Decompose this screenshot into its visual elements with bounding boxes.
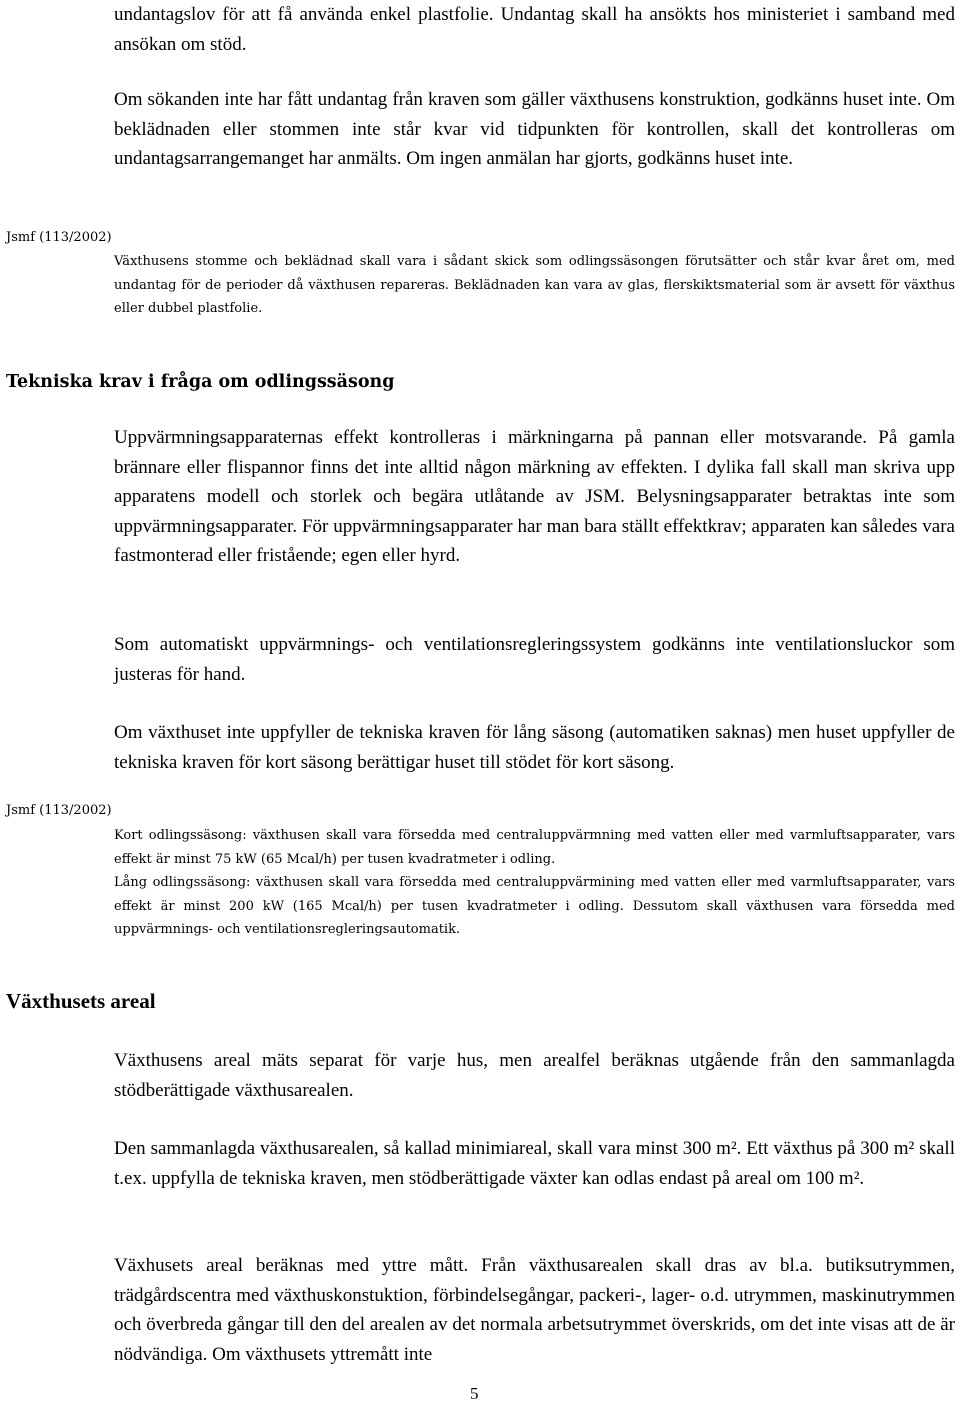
- law-excerpt-2-kort: Kort odlingssäsong: växthusen skall vara försedda med centraluppvärmning med vatten eller med varmluftsapparater, vars effekt är minst 75 kW (65 Mcal/h) per tusen kvadratmeter i odling.: [114, 828, 955, 867]
- paragraph-tech-1: Uppvärmningsapparaternas effekt kontrolleras i märkningarna på pannan eller motsvarande. På gamla brännare eller flispannor finns det inte alltid någon märkning av effekten. I dylika fall skall man skriva upp apparatens modell och storlek och begära utlåtande av JSM. Belysningsapparater betraktas inte som uppvärmningsapparater. För uppvärmningsapparater har man bara ställt effektkrav; apparaten kan således vara fastmonterad eller fristående; egen eller hyrd.: [114, 427, 955, 566]
- paragraph-area-1: Växthusens areal mäts separat för varje hus, men arealfel beräknas utgående från den sammanlagda stödberättigade växthusarealen.: [114, 1050, 955, 1101]
- law-excerpt-1-text: Växthusens stomme och beklädnad skall vara i sådant skick som odlingssäsongen förutsätter och står kvar året om, med undantag för de perioder då växthusen repareras. Beklädnaden kan vara av glas, flerskiktsmaterial som är avsett för växthus eller dubbel plastfolie.: [114, 254, 955, 316]
- paragraph-tech-3: Om växthuset inte uppfyller de tekniska kraven för lång säsong (automatiken saknas) men huset uppfyller de tekniska kraven för kort säsong berättigar huset till stödet för kort säsong.: [114, 722, 955, 773]
- law-excerpt-2: [114, 824, 955, 942]
- paragraph-area-2: Den sammanlagda växthusarealen, så kallad minimiareal, skall vara minst 300 m². Ett växthus på 300 m² skall t.ex. uppfylla de tekniska kraven, men stödberättigade växter kan odlas endast på areal om 100 m².: [114, 1138, 955, 1189]
- law-reference-1: Jsmf (113/2002): [6, 230, 112, 245]
- paragraph-area-3: Växhusets areal beräknas med yttre mått. Från växthusarealen skall dras av bl.a. butiksutrymmen, trädgårdscentra med växthuskonstuktion, förbindelsegångar, packeri-, lager- o.d. utrymmen, maskinutrymmen och överbreda gångar till den del arealen av det normala arbetsutrymmet överskrids, om det inte visas att de är nödvändiga. Om växthusets yttremått inte: [114, 1255, 955, 1365]
- paragraph-intro-1: undantagslov för att få använda enkel plastfolie. Undantag skall ha ansökts hos ministeriet i samband med ansökan om stöd.: [114, 4, 955, 55]
- page-number: 5: [470, 1384, 479, 1403]
- law-reference-2: Jsmf (113/2002): [6, 803, 112, 818]
- section-heading-areal: Växthusets areal: [6, 989, 156, 1013]
- paragraph-intro-2: Om sökanden inte har fått undantag från kraven som gäller växthusens konstruktion, godkänns huset inte. Om beklädnaden eller stommen inte står kvar vid tidpunkten för kontrollen, skall det kontrolleras om undantagsarrangemanget har anmälts. Om ingen anmälan har gjorts, godkänns huset inte.: [114, 89, 955, 169]
- paragraph-tech-2: Som automatiskt uppvärmnings- och ventilationsregleringssystem godkänns inte ventilationsluckor som justeras för hand.: [114, 634, 955, 685]
- law-excerpt-2-lang: Lång odlingssäsong: växthusen skall vara försedda med centraluppvärmining med vatten eller med varmluftsapparater, vars effekt är minst 200 kW (165 Mcal/h) per tusen kvadratmeter i odling. Dessutom skall växthusen vara försedda med uppvärmnings- och ventilationsregleringsautomatik.: [114, 875, 955, 937]
- section-heading-odlingssasong: Tekniska krav i fråga om odlingssäsong: [6, 372, 395, 392]
- law-excerpt-1: [114, 250, 955, 321]
